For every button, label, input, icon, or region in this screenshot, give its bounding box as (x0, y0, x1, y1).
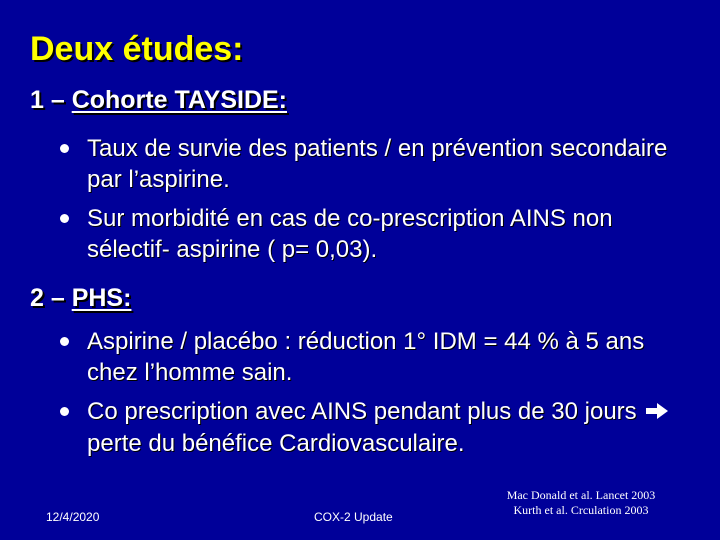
section-1-heading (30, 86, 287, 115)
reference-line: Mac Donald et al. Lancet 2003 (506, 488, 656, 502)
right-arrow-icon (645, 397, 669, 428)
section-2-heading (30, 284, 131, 313)
bullet-text: Taux de survie des patients / en prévention secondaire par l’aspirine. (87, 135, 668, 193)
section-1-title: Cohorte TAYSIDE: (71, 86, 287, 114)
bullet-dot-icon (60, 407, 69, 416)
reference-line: Kurth et al. Crculation 2003 (513, 503, 649, 517)
bullet-dot-icon (60, 337, 69, 346)
bullet-dot-icon (60, 144, 69, 153)
bullet-item (60, 203, 700, 265)
section-1-number: 1 – (30, 86, 72, 114)
bullet-item (60, 326, 700, 388)
footer-center-text: COX-2 Update (314, 510, 393, 524)
slide-title: Deux études: (30, 30, 244, 68)
bullet-text: Sur morbidité en cas de co-prescription AINS non sélectif- aspirine ( p= 0,03). (87, 205, 613, 263)
bullet-text-after: perte du bénéfice Cardiovasculaire. (87, 430, 465, 458)
bullet-item (60, 396, 700, 459)
bullet-text-before: Co prescription avec AINS pendant plus de 30 jours (87, 398, 637, 425)
section-2-title: PHS: (71, 284, 132, 312)
section-1-bullets (60, 133, 700, 273)
footer-date: 12/4/2020 (46, 510, 100, 524)
bullet-text: Aspirine / placébo : réduction 1° IDM = 44 % à 5 ans chez l’homme sain. (87, 328, 645, 386)
references (470, 488, 692, 518)
bullet-dot-icon (60, 214, 69, 223)
section-2-number: 2 – (30, 284, 72, 312)
bullet-item (60, 133, 700, 195)
section-2-bullets (60, 326, 700, 467)
